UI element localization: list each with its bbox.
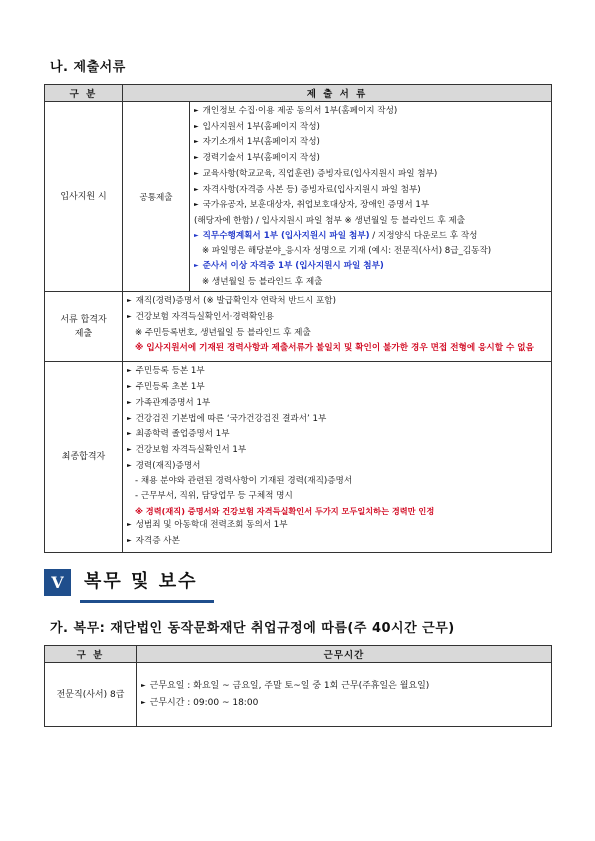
table-row [45, 663, 552, 727]
list-note: ※ 파일명은 해당분야_응시자 성명으로 기재 (예시: 전문직(사서) 8급_김동작) [202, 246, 492, 257]
bullet-icon: ► [141, 681, 146, 689]
bullet-icon: ► [194, 122, 199, 130]
bullet-icon: ► [194, 262, 199, 270]
list-item [194, 259, 547, 275]
row-subcategory-common: 공통제출 [123, 102, 190, 292]
bullet-icon: ► [127, 367, 132, 375]
list-item: ► 근무시간 : 09:00 ~ 18:00 [141, 697, 259, 708]
bullet-icon: ► [127, 383, 132, 391]
list-item: ► 입사지원서 1부(홈페이지 작성) [194, 121, 320, 132]
section-v-underline [80, 600, 214, 603]
list-item: ► 자격사항(자격증 사본 등) 증빙자료(입사지원시 파일 첨부) [194, 184, 421, 195]
bullet-icon: ► [127, 430, 132, 438]
documents-table [44, 84, 552, 553]
list-item: ► 교육사항(학교교육, 직업훈련) 증빙자료(입사지원시 파일 첨부) [194, 168, 438, 179]
table-row-document-pass [45, 292, 552, 362]
bullet-icon: ► [194, 107, 199, 114]
list-item: ► 최종학력 졸업증명서 1부 [127, 429, 230, 440]
section-title-service: 가. 복무: 재단법인 동작문화재단 취업규정에 따름(주 40시간 근무) [50, 621, 455, 636]
warning-text: ※ 입사지원서에 기재된 경력사항과 제출서류가 불일치 및 확인이 불가한 경우 면접 전형에 응시할 수 없음 [135, 342, 534, 353]
final-pass-list [123, 362, 552, 552]
warning-text: ※ 경력(재직) 증명서와 건강보험 자격득실확인서 두가지 모두일치하는 경력만 인정 [135, 505, 435, 516]
bullet-icon: ► [127, 461, 132, 469]
certificate-required: 준사서 이상 자격증 1부 (입사지원시 파일 첨부) [202, 261, 384, 272]
work-hours-table [44, 645, 552, 727]
bullet-icon: ► [194, 169, 199, 177]
work-hours-header [45, 646, 552, 663]
list-subitem: - 채용 분야와 관련된 경력사항이 기재된 경력(재직)증명서 [135, 476, 353, 487]
row-category-document-pass: 서류 합격자 제출 [45, 292, 123, 362]
work-hours-list [137, 663, 552, 727]
list-item: ► 자격증 사본 [127, 536, 180, 547]
application-doc-list [190, 102, 552, 292]
header-documents: 제 출 서 류 [123, 85, 552, 102]
bullet-icon: ► [127, 445, 132, 453]
list-item: ► 국가유공자, 보훈대상자, 취업보호대상자, 장애인 증명서 1부 [194, 200, 430, 211]
list-item: ► 경력기술서 1부(홈페이지 작성) [194, 153, 320, 164]
section-v-badge: V [44, 569, 71, 596]
bullet-icon: ► [127, 537, 132, 545]
section-v-title: 복무 및 보수 [84, 571, 198, 592]
list-item: ► 건강보험 자격득실확인서 1부 [127, 444, 247, 455]
bullet-icon: ► [127, 297, 132, 305]
bullet-icon: ► [194, 201, 199, 209]
bullet-icon: ► [127, 313, 132, 321]
list-item: ► 건강검진 기본법에 따른 ‘국가건강검진 결과서’ 1부 [127, 413, 327, 424]
table-row-final-pass [45, 362, 552, 552]
list-item: ► 건강보험 자격득실확인서·경력확인용 [127, 312, 274, 323]
list-item: ► 경력(재직)증명서 [127, 460, 201, 471]
list-item: ► 가족관계증명서 1부 [127, 397, 211, 408]
row-category-final-pass: 최종합격자 [45, 362, 123, 552]
bullet-icon: ► [127, 414, 132, 422]
list-item: ► 직무수행계획서 1부 (입사지원시 파일 첨부) / 지정양식 다운로드 후 작성 [194, 230, 478, 241]
list-subitem: - 근무부서, 직위, 담당업무 등 구체적 명시 [135, 491, 293, 502]
bullet-icon: ► [127, 521, 132, 529]
list-item: ► 성범죄 및 아동학대 전력조회 동의서 1부 [127, 520, 288, 531]
bullet-icon: ► [194, 185, 199, 193]
list-note: ※ 생년월일 등 블라인드 후 제출 [202, 276, 323, 287]
list-note: ※ 주민등록번호, 생년월일 등 블라인드 후 제출 [135, 327, 311, 338]
document-pass-list [123, 292, 552, 362]
documents-table-header [45, 85, 552, 102]
header-work-hours: 근무시간 [137, 646, 552, 663]
list-item: ► 자기소개서 1부(홈페이지 작성) [194, 137, 320, 148]
table-row-application [45, 102, 552, 292]
row-category-librarian: 전문직(사서) 8급 [45, 663, 137, 727]
header-category: 구 분 [45, 85, 123, 102]
bullet-icon: ► [194, 154, 199, 162]
bullet-icon: ► [194, 138, 199, 146]
list-item: ► 근무요일 : 화요일 ~ 금요일, 주말 토~일 중 1회 근무(주휴일은 월요일) [141, 680, 430, 691]
list-item: ► 주민등록 초본 1부 [127, 382, 205, 393]
bullet-icon: ► [141, 698, 146, 706]
list-item: ► 재직(경력)증명서 (※ 발급확인자 연락처 반드시 포함) [127, 296, 336, 307]
list-item: ► 주민등록 등본 1부 [127, 366, 205, 377]
bullet-icon: ► [194, 231, 199, 239]
row-category-application: 입사지원 시 [45, 102, 123, 292]
section-title-documents: 나. 제출서류 [50, 60, 126, 75]
plan-required: 직무수행계획서 1부 (입사지원시 파일 첨부) [202, 230, 370, 241]
bullet-icon: ► [127, 398, 132, 406]
list-item: ► 개인정보 수집·이용 제공 동의서 1부(홈페이지 작성) [194, 106, 398, 116]
list-note: (해당자에 한함) / 입사지원시 파일 첨부 ※ 생년월일 등 블라인드 후 제출 [194, 215, 465, 226]
header-category: 구 분 [45, 646, 137, 663]
